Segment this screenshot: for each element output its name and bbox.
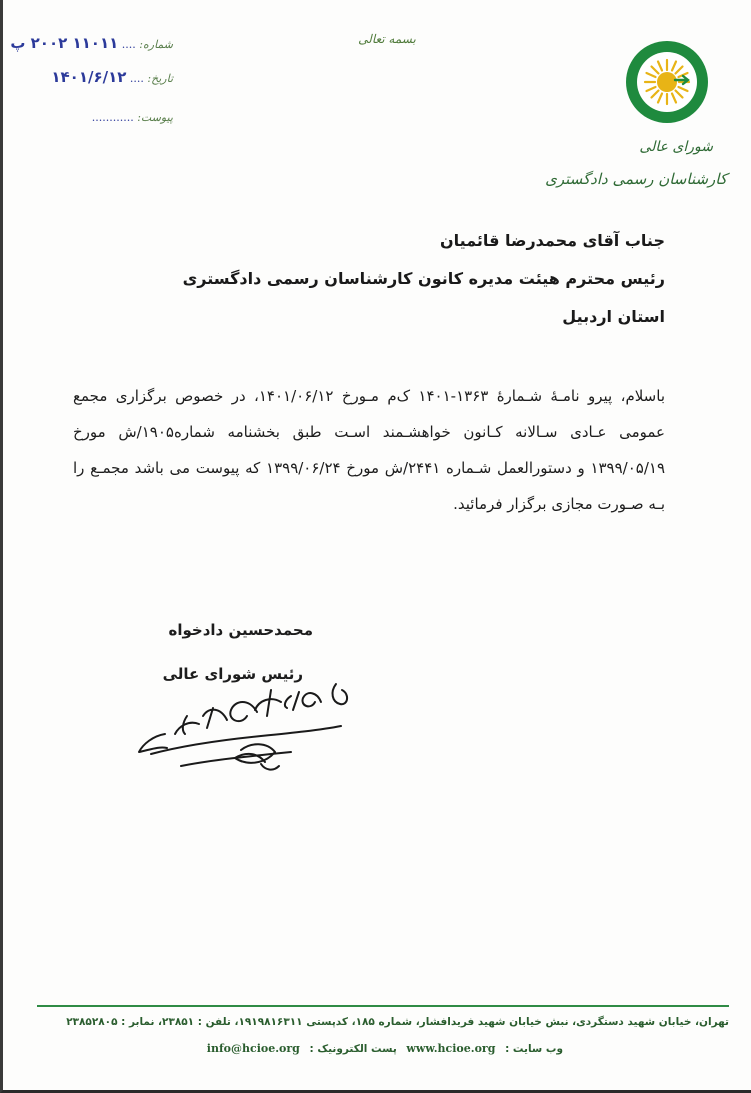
footer-divider xyxy=(37,1005,729,1007)
letter-date-value: ۱۴۰۱/۶/۱۲ xyxy=(51,68,127,86)
letter-attachment-label: پیوست: xyxy=(137,111,173,124)
letter-number-label: شماره: xyxy=(139,38,173,51)
sun-emblem-icon xyxy=(625,40,709,124)
signer-name: محمدحسین دادخواه xyxy=(168,621,313,639)
email-label: پست الکترونیک : xyxy=(309,1043,397,1055)
footer-contact xyxy=(153,1042,563,1055)
footer-address: تهران، خیابان شهید دستگردی، نبش خیابان شهید فریدافشار، شماره ۱۸۵، کدپستی ۱۹۱۹۸۱۶۳۱۱، تلفن : ۲۳۸۵۱، نمابر : ۲۳۸۵۲۸۰۵ xyxy=(66,1016,729,1028)
addressee-block xyxy=(65,222,665,336)
organization-name xyxy=(545,138,727,189)
website-link[interactable]: www.hcioe.org xyxy=(406,1042,496,1055)
letter-date-label: تاریخ: xyxy=(147,72,173,85)
addressee-name: جناب آقای محمدرضا قائمیان xyxy=(440,231,665,250)
website-label: وب سایت : xyxy=(505,1043,563,1055)
addressee-province: استان اردبیل xyxy=(562,307,665,326)
signer-title: رئیس شورای عالی xyxy=(162,665,303,683)
organization-name-line2: کارشناسان رسمی دادگستری xyxy=(545,169,727,188)
handwritten-signature-icon xyxy=(121,672,361,782)
email-link[interactable]: info@hcioe.org xyxy=(206,1042,300,1055)
addressee-title: رئیس محترم هیئت مدیره کانون کارشناسان رسمی دادگستری xyxy=(182,269,665,288)
letter-body: باسلام، پیرو نامـهٔ شـمارهٔ ۱۳۶۳-۱۴۰۱ ک‌م مـورخ ۱۴۰۱/۰۶/۱۲، در خصوص برگزاری مجمع عمومی عـادی سـالانه کـانون خواهشـمند اسـت طبق بخشنامه شماره۱۹۰۵/ش مورخ ۱۳۹۹/۰۵/۱۹ و دستورالعمل شـماره ۲۴۴۱/ش مورخ ۱۳۹۹/۰۶/۲۴ که پیوست می باشد مجمـع را بـه صـورت مجازی برگزار فرمائید. xyxy=(73,387,665,513)
letter-number: شماره: .... ۱۱۰۱۱ ۲۰۰۲ پ xyxy=(10,34,173,52)
letter-attachment-value: ............ xyxy=(91,111,134,124)
organization-name-line1: شورای عالی xyxy=(639,139,713,155)
letter-number-value: ۱۱۰۱۱ ۲۰۰۲ پ xyxy=(10,34,119,52)
letter-attachment xyxy=(37,111,173,124)
letter-date: تاریخ: .... ۱۴۰۱/۶/۱۲ xyxy=(51,68,173,86)
bismillah-heading: بسمه تعالی xyxy=(358,32,416,46)
